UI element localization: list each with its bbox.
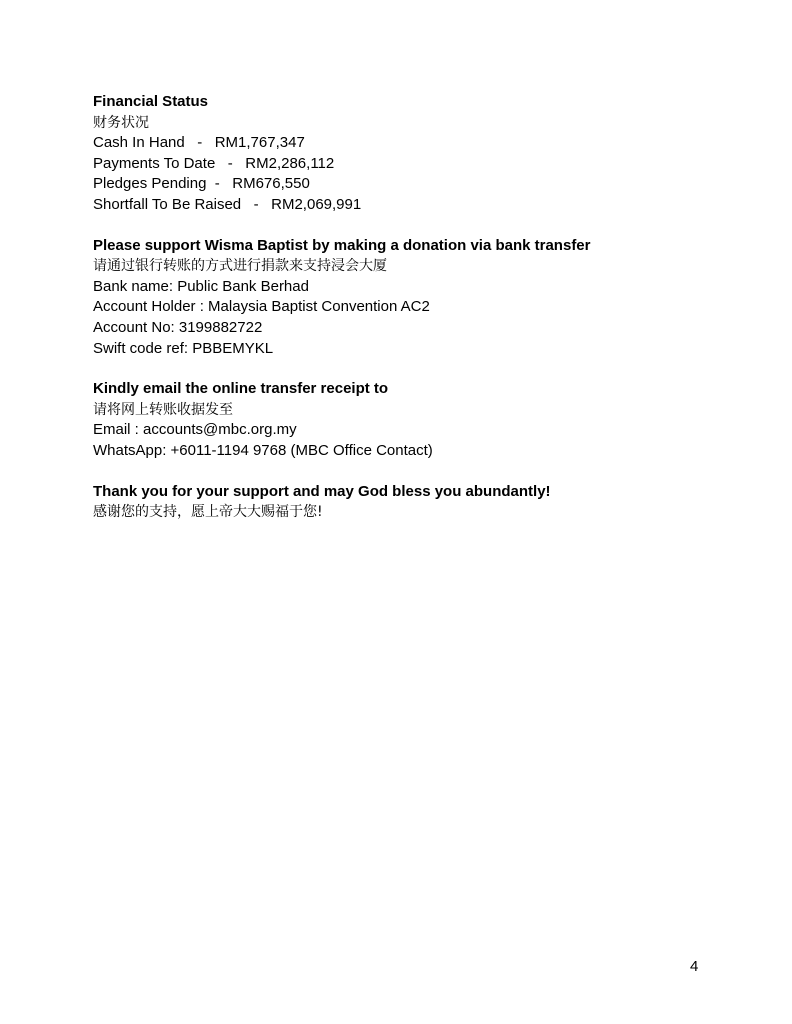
closing-heading-zh: 感谢您的支持，愿上帝大大赐福于您!: [93, 504, 323, 521]
bank-name-line: Bank name: Public Bank Berhad: [93, 277, 309, 295]
donation-section: [93, 236, 733, 360]
closing-heading: Thank you for your support and may God bless you abundantly!: [93, 482, 551, 500]
email-line: Email : accounts@mbc.org.my: [93, 421, 297, 439]
shortfall-line: Shortfall To Be Raised - RM2,069,991: [93, 195, 362, 213]
closing-section: [93, 482, 733, 523]
receipt-section: [93, 379, 733, 461]
document-page: [93, 92, 733, 543]
financial-status-section: [93, 92, 733, 216]
donation-heading-zh: 请通过银行转账的方式进行捐款来支持浸会大厦: [93, 258, 387, 275]
receipt-heading-zh: 请将网上转账收据发至: [93, 401, 233, 418]
whatsapp-line: WhatsApp: +6011-1194 9768 (MBC Office Contact): [93, 441, 433, 459]
account-holder-line: Account Holder : Malaysia Baptist Convention AC2: [93, 298, 430, 316]
swift-code-line: Swift code ref: PBBEMYKL: [93, 339, 274, 357]
page-number: 4: [690, 958, 699, 975]
receipt-heading: Kindly email the online transfer receipt to: [93, 380, 389, 398]
financial-status-heading: Financial Status: [93, 93, 209, 110]
account-no-line: Account No: 3199882722: [93, 318, 263, 336]
cash-in-hand-line: Cash In Hand - RM1,767,347: [93, 134, 305, 152]
pledges-pending-line: Pledges Pending - RM676,550: [93, 175, 310, 193]
payments-to-date-line: Payments To Date - RM2,286,112: [93, 154, 335, 172]
financial-status-heading-zh: 财务状况: [93, 114, 149, 131]
donation-heading: Please support Wisma Baptist by making a donation via bank transfer: [93, 236, 591, 254]
